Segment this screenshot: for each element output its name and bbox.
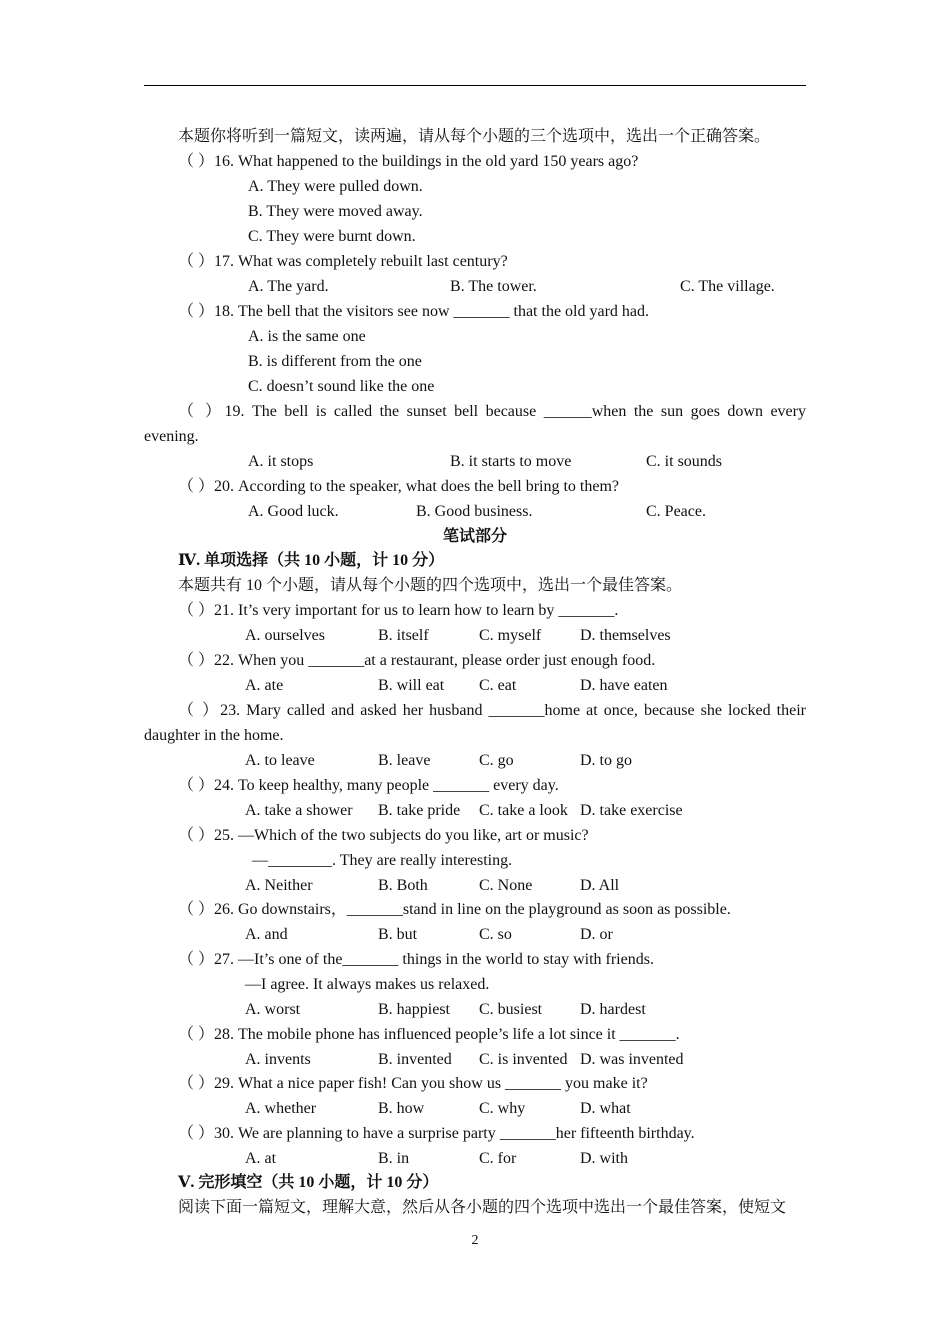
question-27-option-c: C. busiest [479,1001,543,1018]
question-30-option-d: D. with [580,1150,628,1167]
question-24-option-c: C. take a look [479,802,568,819]
question-18-option-a: A. is the same one [248,328,366,345]
question-28-option-b: B. invented [378,1051,452,1068]
section-5-title: Ⅴ. 完形填空（共 10 小题，计 10 分） [178,1174,439,1191]
question-30-option-b: B. in [378,1150,410,1167]
question-25-option-d: D. All [580,877,620,894]
question-27-option-b: B. happiest [378,1001,450,1018]
question-29-stem: （ ）29. What a nice paper fish! Can you show us _______ you make it? [178,1075,648,1092]
question-21-stem: （ ）21. It’s very important for us to learn how to learn by _______. [178,602,619,619]
question-28-option-c: C. is invented [479,1051,568,1068]
question-18-option-c: C. doesn’t sound like the one [248,378,435,395]
question-17-option-a: A. The yard. [248,278,329,295]
question-20-option-a: A. Good luck. [248,503,339,520]
question-28-stem: （ ）28. The mobile phone has influenced people’s life a lot since it _______. [178,1026,680,1043]
question-22-option-b: B. will eat [378,677,445,694]
header-rule [144,85,806,86]
question-30-stem: （ ）30. We are planning to have a surprise party _______her fifteenth birthday. [178,1125,695,1142]
section-5-instruction: 阅读下面一篇短文，理解大意，然后从各小题的四个选项中选出一个最佳答案，使短文 [178,1199,787,1216]
question-29-option-c: C. why [479,1100,526,1117]
question-20-option-b: B. Good business. [416,503,533,520]
listening-instruction: 本题你将听到一篇短文，读两遍，请从每个小题的三个选项中，选出一个正确答案。 [178,128,771,145]
question-22-option-c: C. eat [479,677,517,694]
question-16-option-b: B. They were moved away. [248,203,423,220]
question-17-option-b: B. The tower. [450,278,537,295]
question-18-stem: （ ）18. The bell that the visitors see now _______ that the old yard had. [178,303,650,320]
question-19-option-b: B. it starts to move [450,453,572,470]
question-22-option-a: A. ate [245,677,284,694]
question-25-option-b: B. Both [378,877,428,894]
question-19-continuation: evening. [144,428,199,445]
question-29-option-b: B. how [378,1100,425,1117]
question-21-option-b: B. itself [378,627,429,644]
question-16-option-a: A. They were pulled down. [248,178,423,195]
question-30-option-c: C. for [479,1150,517,1167]
question-25-option-a: A. Neither [245,877,313,894]
question-25-stem: （ ）25. —Which of the two subjects do you like, art or music? [178,827,589,844]
question-20-option-c: C. Peace. [646,503,706,520]
question-28-option-d: D. was invented [580,1051,684,1068]
question-24-option-a: A. take a shower [245,802,353,819]
question-27-option-a: A. worst [245,1001,301,1018]
question-30-option-a: A. at [245,1150,277,1167]
question-24-option-d: D. take exercise [580,802,683,819]
question-25-option-c: C. None [479,877,533,894]
page-number: 2 [471,1233,479,1248]
question-27-stem: （ ）27. —It’s one of the_______ things in the world to stay with friends. [178,951,654,968]
question-19-stem: （ ）19. The bell is called the sunset bell because ______when the sun goes down every [178,403,806,420]
question-29-option-d: D. what [580,1100,631,1117]
question-26-stem: （ ）26. Go downstairs，_______stand in line on the playground as soon as possible. [178,901,731,918]
question-23-option-d: D. to go [580,752,632,769]
question-17-stem: （ ）17. What was completely rebuilt last century? [178,253,508,270]
question-23-option-a: A. to leave [245,752,315,769]
question-21-option-a: A. ourselves [245,627,325,644]
question-23-option-c: C. go [479,752,514,769]
question-24-stem: （ ）24. To keep healthy, many people _______ every day. [178,777,559,794]
question-26-option-d: D. or [580,926,613,943]
question-27-continuation: —I agree. It always makes us relaxed. [245,976,490,993]
question-22-option-d: D. have eaten [580,677,668,694]
question-21-option-c: C. myself [479,627,542,644]
question-23-continuation: daughter in the home. [144,727,284,744]
question-16-stem: （ ）16. What happened to the buildings in the old yard 150 years ago? [178,153,639,170]
question-27-option-d: D. hardest [580,1001,646,1018]
question-25-continuation: —________. They are really interesting. [252,852,513,869]
section-4-instruction: 本题共有 10 个小题，请从每个小题的四个选项中，选出一个最佳答案。 [178,577,683,594]
question-20-stem: （ ）20. According to the speaker, what does the bell bring to them? [178,478,620,495]
question-21-option-d: D. themselves [580,627,671,644]
written-part-title: 笔试部分 [442,528,507,545]
question-23-option-b: B. leave [378,752,431,769]
question-29-option-a: A. whether [245,1100,317,1117]
question-18-option-b: B. is different from the one [248,353,422,370]
section-4-title: Ⅳ. 单项选择（共 10 小题，计 10 分） [178,552,445,569]
question-24-option-b: B. take pride [378,802,461,819]
question-17-option-c: C. The village. [680,278,775,295]
question-22-stem: （ ）22. When you _______at a restaurant, please order just enough food. [178,652,656,669]
question-26-option-a: A. and [245,926,288,943]
question-26-option-c: C. so [479,926,512,943]
question-26-option-b: B. but [378,926,418,943]
question-23-stem: （ ）23. Mary called and asked her husband _______home at once, because she locked their [178,702,806,719]
question-19-option-a: A. it stops [248,453,314,470]
question-28-option-a: A. invents [245,1051,311,1068]
question-19-option-c: C. it sounds [646,453,723,470]
question-16-option-c: C. They were burnt down. [248,228,416,245]
